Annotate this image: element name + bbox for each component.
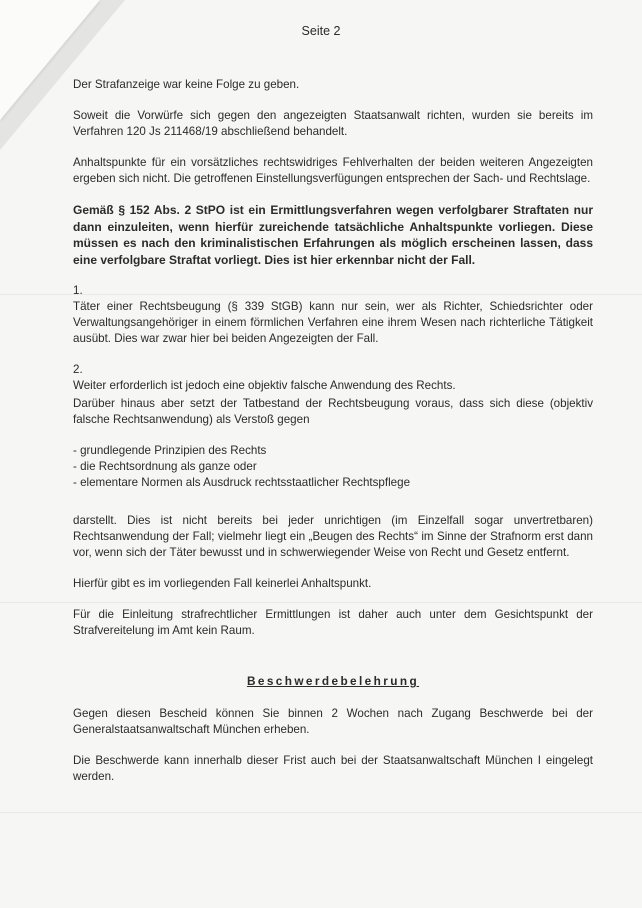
- intro-paragraph: Der Strafanzeige war keine Folge zu geben.: [73, 78, 300, 91]
- paper-crease: [0, 812, 642, 813]
- appeal-alternative-paragraph: Die Beschwerde kann innerhalb dieser Frist auch bei der Staatsanwaltschaft München I eingelegt werden.: [73, 754, 593, 783]
- section-number-1: 1.: [73, 284, 83, 297]
- instructions-heading-wrap: [73, 673, 593, 690]
- list-item: - die Rechtsordnung als ganze oder: [73, 460, 257, 473]
- conclusion-paragraph: Für die Einleitung strafrechtlicher Ermittlungen ist daher auch unter dem Gesichtspunkt der Strafvereitelung im Amt kein Raum.: [73, 608, 593, 637]
- prior-proceedings-paragraph: Soweit die Vorwürfe sich gegen den angezeigten Staatsanwalt richten, wurden sie bereits im Verfahren 120 Js 211468/19 abschließend behandelt.: [73, 109, 593, 138]
- list-item: - elementare Normen als Ausdruck rechtsstaatlicher Rechtspflege: [73, 476, 411, 489]
- definition-paragraph: darstellt. Dies ist nicht bereits bei jeder unrichtigen (im Einzelfall sogar unvertretbaren) Rechtsanwendung der Fall; vielmehr liegt ein „Beugen des Rechts“ im Sinne der Strafnorm erst dann vor, wenn sich der Täter bewusst und in schwerwiegender Weise von Recht und Gesetz entfernt.: [73, 514, 593, 559]
- list-item: - grundlegende Prinzipien des Rechts: [73, 444, 267, 457]
- document-body: [73, 77, 593, 800]
- section-number-2: 2.: [73, 363, 83, 376]
- legal-basis-paragraph: Gemäß § 152 Abs. 2 StPO ist ein Ermittlungsverfahren wegen verfolgbarer Straftaten nur dann einzuleiten, wenn hierfür zureichende tatsächliche Anhaltspunkte vorliegen. Diese müssen es nach den kriminalistischen Erfahrungen als möglich erscheinen lassen, dass eine verfolgbare Straftat vorliegt. Dies ist hier erkennbar nicht der Fall.: [73, 203, 593, 267]
- instructions-heading: Beschwerdebelehrung: [246, 674, 420, 688]
- page-number: Seite 2: [301, 24, 341, 38]
- section-2-line-2: Darüber hinaus aber setzt der Tatbestand der Rechtsbeugung voraus, dass sich diese (objektiv falsche Rechtsanwendung) als Verstoß gegen: [73, 397, 593, 426]
- no-indications-paragraph: Anhaltspunkte für ein vorsätzliches rechtswidriges Fehlverhalten der beiden weiteren Angezeigten ergeben sich nicht. Die getroffenen Einstellungsverfügungen entsprechen der Sach- und Rechtslage.: [73, 156, 593, 185]
- section-2-line-1: Weiter erforderlich ist jedoch eine objektiv falsche Anwendung des Rechts.: [73, 379, 456, 392]
- violation-criteria-list: [73, 443, 593, 491]
- no-indication-statement: Hierfür gibt es im vorliegenden Fall keinerlei Anhaltspunkt.: [73, 577, 372, 590]
- section-1-text: Täter einer Rechtsbeugung (§ 339 StGB) kann nur sein, wer als Richter, Schiedsrichter oder Verwaltungsangehöriger in einem förmlichen Verfahren eine ihrem Wesen nach richterliche Tätigkeit ausübt. Dies war zwar hier bei beiden Angezeigten der Fall.: [73, 300, 593, 345]
- appeal-deadline-paragraph: Gegen diesen Bescheid können Sie binnen 2 Wochen nach Zugang Beschwerde bei der Generalstaatsanwaltschaft München erheben.: [73, 707, 593, 736]
